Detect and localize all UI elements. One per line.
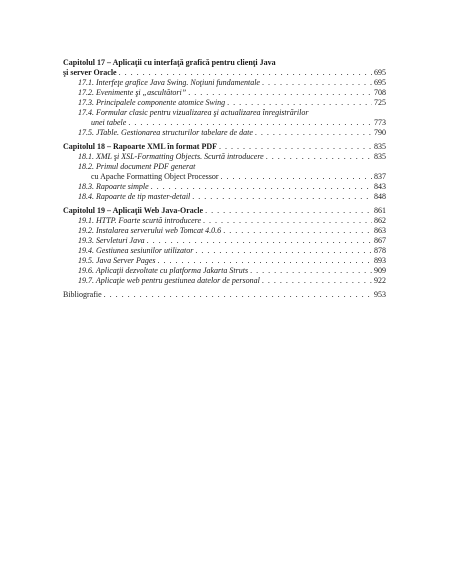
page-number: 835	[374, 152, 386, 161]
toc-item-title-cont: unei tabele	[91, 118, 127, 127]
toc-item-title: 17.5. JTable. Gestionarea structurilor tabelare de date	[78, 128, 253, 137]
chapter-title: Capitolul 17 – Aplicaţii cu interfaţă grafică pentru clienţi Java	[63, 58, 276, 67]
chapter-title-line	[63, 58, 386, 68]
page-number: 909	[374, 266, 386, 275]
dot-leader	[262, 78, 372, 88]
chapter-18	[63, 142, 386, 202]
toc-item-title: 18.1. XML şi XSL-Formatting Objects. Scurtă introducere	[78, 152, 264, 161]
toc-item-line	[63, 162, 386, 172]
page-number: 790	[374, 128, 386, 137]
toc-item-title-cont: cu Apache Formatting Object Processor	[91, 172, 219, 181]
dot-leader	[250, 266, 372, 276]
page-number: 695	[374, 68, 386, 77]
page-number: 878	[374, 246, 386, 255]
chapter-17	[63, 58, 386, 138]
page-number: 725	[374, 98, 386, 107]
toc-item	[63, 88, 386, 98]
page-number: 695	[374, 78, 386, 87]
toc-item	[63, 192, 386, 202]
toc-item-title: 17.4. Formular clasic pentru vizualizarea şi actualizarea înregistrărilor	[78, 108, 309, 117]
bibliography-entry	[63, 290, 386, 300]
page-number: 837	[374, 172, 386, 181]
page-number: 893	[374, 256, 386, 265]
chapter-19	[63, 206, 386, 286]
toc-item-title: 17.3. Principalele componente atomice Swing	[78, 98, 226, 107]
toc-item	[63, 226, 386, 236]
page-number: 848	[374, 192, 386, 201]
toc-item	[63, 266, 386, 276]
bibliography-title: Bibliografie	[63, 290, 102, 299]
toc-item-title: 19.7. Aplicaţie web pentru gestiunea datelor de personal	[78, 276, 260, 285]
dot-leader	[119, 68, 372, 78]
toc-item-line	[63, 108, 386, 118]
toc-item	[63, 246, 386, 256]
table-of-contents	[63, 58, 386, 300]
toc-item-title: 17.1. Interfeţe grafice Java Swing. Noţiuni fundamentale	[78, 78, 260, 87]
toc-item-title: 18.3. Rapoarte simple	[78, 182, 149, 191]
toc-item-title: 19.3. Servleturi Java	[78, 236, 145, 245]
page-number: 843	[374, 182, 386, 191]
page-number: 863	[374, 226, 386, 235]
toc-item	[63, 182, 386, 192]
toc-item	[63, 172, 386, 182]
dot-leader	[219, 142, 372, 152]
dot-leader	[147, 236, 372, 246]
chapter-title: Capitolul 19 – Aplicaţii Web Java-Oracle	[63, 206, 204, 215]
toc-item	[63, 118, 386, 128]
dot-leader	[158, 256, 372, 266]
toc-item	[63, 152, 386, 162]
dot-leader	[104, 290, 372, 300]
toc-item	[63, 78, 386, 88]
toc-item	[63, 128, 386, 138]
toc-item-title: 18.4. Rapoarte de tip master-detail	[78, 192, 191, 201]
dot-leader	[221, 172, 372, 182]
toc-item-title: 17.2. Evenimente şi „ascultători”	[78, 88, 187, 97]
chapter-entry	[63, 142, 386, 152]
page-number: 835	[374, 142, 386, 151]
dot-leader	[188, 88, 372, 98]
page-number: 708	[374, 88, 386, 97]
dot-leader	[205, 206, 372, 216]
chapter-title: Capitolul 18 – Rapoarte XML în format PDF	[63, 142, 217, 151]
dot-leader	[128, 118, 372, 128]
toc-item	[63, 236, 386, 246]
dot-leader	[151, 182, 372, 192]
toc-item-title: 19.1. HTTP. Foarte scurtă introducere	[78, 216, 202, 225]
toc-item	[63, 276, 386, 286]
page-number: 953	[374, 290, 386, 299]
chapter-title-cont: şi server Oracle	[63, 68, 117, 77]
dot-leader	[192, 192, 372, 202]
dot-leader	[255, 128, 372, 138]
chapter-entry	[63, 68, 386, 78]
toc-item	[63, 216, 386, 226]
toc-item-title: 19.6. Aplicaţii dezvoltate cu platforma Jakarta Struts	[78, 266, 249, 275]
toc-item-title: 19.5. Java Server Pages	[78, 256, 156, 265]
toc-item-title: 19.2. Instalarea serverului web Tomcat 4.0.6	[78, 226, 222, 235]
page-number: 867	[374, 236, 386, 245]
dot-leader	[227, 98, 372, 108]
page-number: 922	[374, 276, 386, 285]
page-number: 773	[374, 118, 386, 127]
dot-leader	[223, 226, 372, 236]
page-number: 862	[374, 216, 386, 225]
dot-leader	[266, 152, 372, 162]
page-number: 861	[374, 206, 386, 215]
toc-item	[63, 256, 386, 266]
toc-item	[63, 98, 386, 108]
toc-item-title: 18.2. Primul document PDF generat	[78, 162, 196, 171]
dot-leader	[195, 246, 372, 256]
chapter-entry	[63, 206, 386, 216]
toc-item-title: 19.4. Gestiunea sesiunilor utilizator	[78, 246, 194, 255]
dot-leader	[262, 276, 372, 286]
dot-leader	[203, 216, 372, 226]
